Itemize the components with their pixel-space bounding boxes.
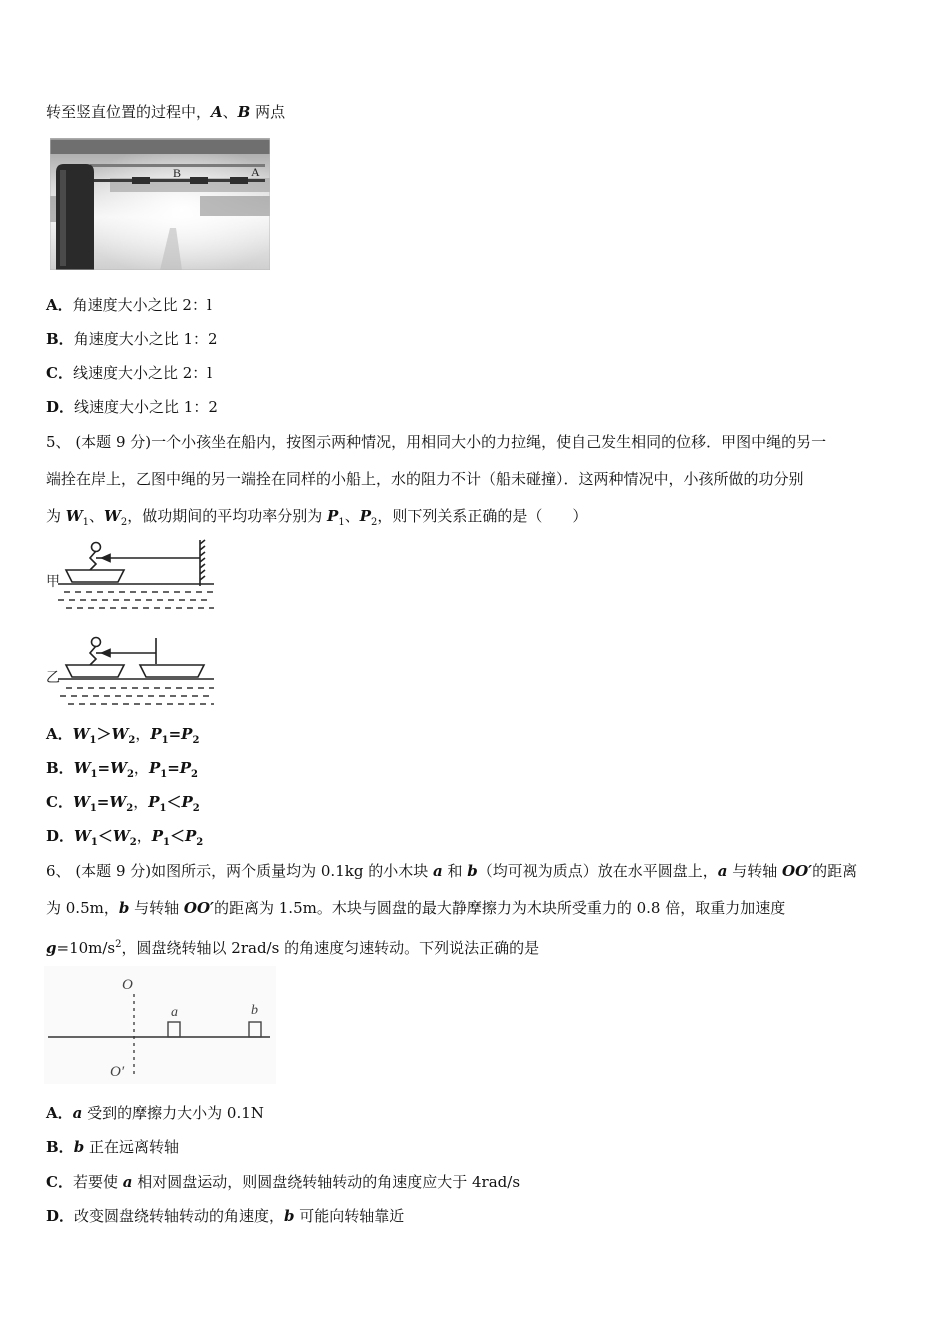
label-O: O — [122, 977, 133, 993]
q6-stem-line2: 为 0.5m，b 与转轴 OO′的距离为 1.5m。木块与圆盘的最大静摩擦力为木块所受重力的 0.8 倍，取重力加速度 — [46, 899, 786, 917]
boat-figure-yi — [44, 632, 219, 708]
label-A: A — [251, 165, 260, 179]
parking-gate-figure — [50, 138, 270, 270]
question-number: 6、 — [46, 862, 71, 880]
q5-stem-line1: 5、 (本题 9 分)一个小孩坐在船内，按图示两种情况，用相同大小的力拉绳，使自己发生相同的位移．甲图中绳的另一 — [46, 433, 827, 451]
label-jia: 甲 — [46, 575, 60, 590]
label-O-prime: O′ — [110, 1064, 125, 1080]
q6-option-C[interactable]: C．若要使 a 相对圆盘运动，则圆盘绕转轴转动的角速度应大于 4rad/s — [46, 1173, 521, 1191]
q6-option-A[interactable]: A．a 受到的摩擦力大小为 0.1N — [46, 1104, 264, 1122]
label-a: a — [171, 1005, 178, 1020]
q4-option-A[interactable]: A．角速度大小之比 2：l — [46, 296, 212, 314]
label-yi: 乙 — [46, 671, 60, 686]
q6-stem-line3: $g=10m/s^2$，圆盘绕转轴以 2rad/s 的角速度匀速转动。下列说法正确的是 — [46, 939, 540, 957]
q5-option-B[interactable]: B．$W_1=W_2$，$P_1=P_2$ — [46, 759, 199, 780]
q5-option-C[interactable]: C．$W_1=W_2$，$P_1<P_2$ — [46, 793, 200, 814]
q6-option-D[interactable]: D．改变圆盘绕转轴转动的角速度，b 可能向转轴靠近 — [46, 1207, 405, 1225]
q6-option-B[interactable]: B．b 正在远离转轴 — [46, 1138, 179, 1156]
label-b: b — [251, 1003, 258, 1018]
q5-option-A[interactable]: A．$W_1>W_2$，$P_1=P_2$ — [46, 725, 200, 746]
q5-stem-line2: 端拴在岸上，乙图中绳的另一端拴在同样的小船上，水的阻力不计（船未碰撞）．这两种情况中，小孩所做的功分别 — [46, 470, 804, 488]
q4-option-B[interactable]: B．角速度大小之比 1：2 — [46, 330, 218, 348]
boat-figure-jia — [44, 538, 219, 610]
q5-stem-line3: 为 $W_1$、$W_2$，做功期间的平均功率分别为 $P_1$、$P_2$，则下列关系正确的是（ ） — [46, 507, 588, 528]
disk-axis-figure — [44, 966, 276, 1084]
q4-option-C[interactable]: C．线速度大小之比 2：l — [46, 364, 213, 382]
q5-option-D[interactable]: D．$W_1<W_2$，$P_1<P_2$ — [46, 827, 204, 848]
q4-stem-tail: 转至竖直位置的过程中，A、B 两点 — [46, 103, 286, 121]
question-number: 5、 — [46, 433, 71, 451]
label-B: B — [173, 166, 182, 180]
q4-option-D[interactable]: D．线速度大小之比 1：2 — [46, 398, 218, 416]
q6-stem-line1: 6、 (本题 9 分)如图所示，两个质量均为 0.1kg 的小木块 a 和 b（均可视为质点）放在水平圆盘上，a 与转轴 OO′的距离 — [46, 862, 858, 880]
